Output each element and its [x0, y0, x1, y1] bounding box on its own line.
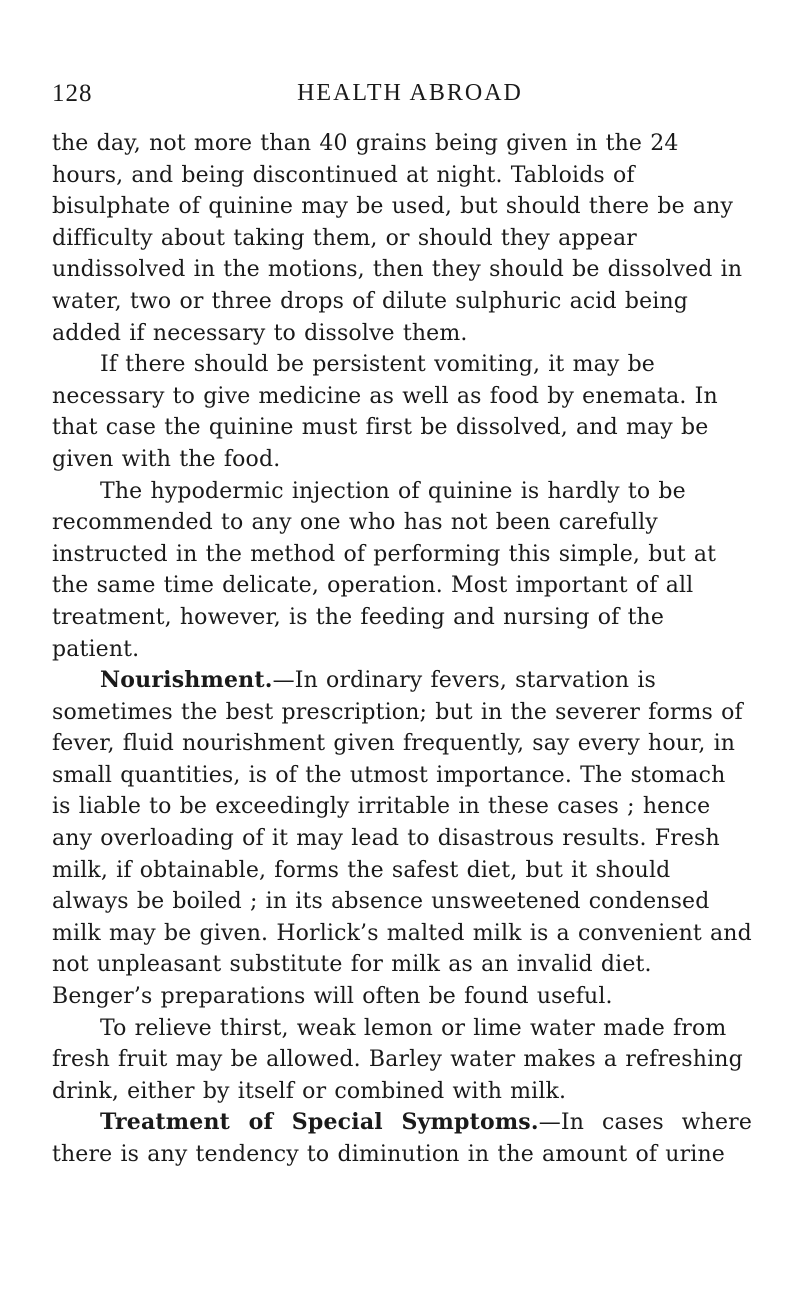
paragraph-text: If there should be persistent vomiting, it may be necessary to give medicine as well as food by enemata. In that case the quinine must first be dissolved, and may be given with the food.: [52, 352, 718, 472]
paragraph-continued: [52, 128, 752, 349]
paragraph-nourishment: [52, 665, 752, 1013]
body-text: [52, 128, 752, 1171]
paragraph-vomiting: [52, 349, 752, 475]
paragraph-hypodermic: [52, 476, 752, 666]
page-number: 128: [52, 80, 93, 107]
running-head: [52, 80, 748, 120]
paragraph-text: —In cases where there is any tendency to diminution in the amount of urine: [52, 1110, 752, 1167]
paragraph-text: the day, not more than 40 grains being given in the 24 hours, and being discontinued at night. Tabloids of bisulphate of quinine may be used, but should there be any difficulty about taking them, or should they appear undissolved in the motions, then they should be dissolved in water, two or three drops of dilute sulphuric acid being added if necessary to dissolve them.: [52, 131, 743, 346]
running-title: HEALTH ABROAD: [297, 80, 523, 106]
paragraph-special-symptoms: [52, 1107, 752, 1170]
paragraph-text: —In ordinary fevers, starvation is sometimes the best prescription; but in the severer forms of fever, fluid nourishment given frequently, say every hour, in small quantities, is of the utmost importance. The stomach is liable to be exceedingly irritable in these cases ; hence any overloading of it may lead to disastrous results. Fresh milk, if obtainable, forms the safest diet, but it should always be boiled ; in its absence unsweetened condensed milk may be given. Horlick’s malted milk is a convenient and not unpleasant substitute for milk as an invalid diet. Benger’s preparations will often be found useful.: [52, 668, 752, 1010]
paragraph-text: The hypodermic injection of quinine is hardly to be recommended to any one who has not been carefully instructed in the method of performing this simple, but at the same time delicate, operation. Most important of all treatment, however, is the feeding and nursing of the patient.: [52, 478, 717, 662]
paragraph-thirst: [52, 1013, 752, 1108]
section-heading-nourishment: Nourishment.: [100, 667, 273, 694]
section-heading-special-symptoms: Treatment of Special Symptoms.: [100, 1109, 539, 1136]
paragraph-text: To relieve thirst, weak lemon or lime water made from fresh fruit may be allowed. Barley water makes a refreshing drink, either by itself or combined with milk.: [52, 1015, 743, 1104]
